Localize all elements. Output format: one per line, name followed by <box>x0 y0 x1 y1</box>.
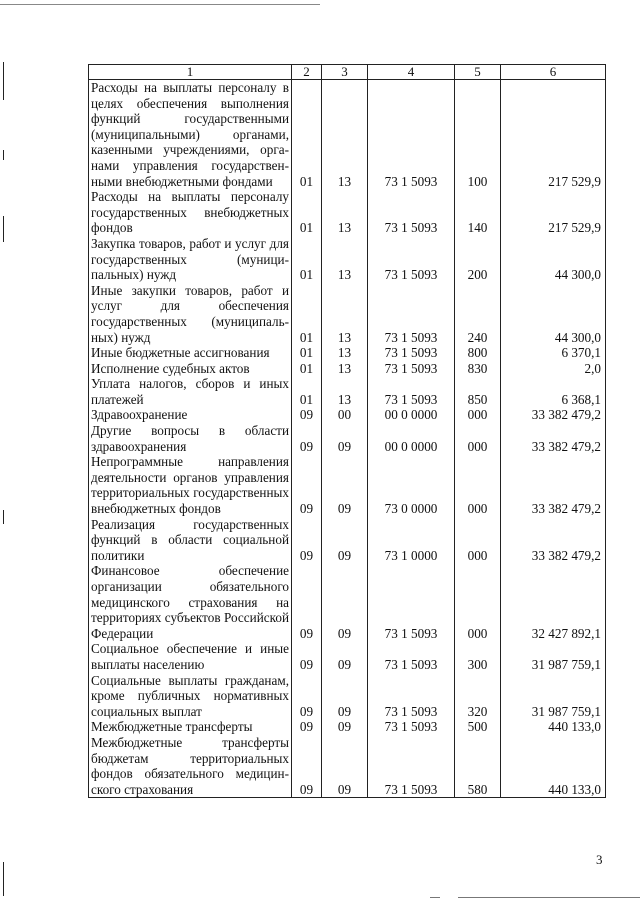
subsection-code-cell: 09 <box>322 641 368 672</box>
expense-type-cell: 200 <box>455 236 501 283</box>
column-header: 2 <box>292 65 322 80</box>
expense-type-cell: 580 <box>455 735 501 798</box>
section-code-cell: 09 <box>292 719 322 735</box>
subsection-code-cell: 13 <box>322 376 368 407</box>
amount-cell: 31 987 759,1 <box>501 673 606 720</box>
target-article-cell: 73 1 5093 <box>368 189 455 236</box>
table-body <box>89 80 606 798</box>
row-name-cell: Расходы на выплаты персоналу государственных внебюджетных фондов <box>89 189 292 236</box>
left-edge-mark <box>3 862 4 896</box>
section-code-cell: 01 <box>292 80 322 190</box>
table-row <box>89 80 606 190</box>
row-name-cell: Уплата налогов, сборов и иных платежей <box>89 376 292 407</box>
subsection-code-cell: 13 <box>322 361 368 377</box>
table-row <box>89 673 606 720</box>
table-row <box>89 454 606 516</box>
expense-type-cell: 850 <box>455 376 501 407</box>
left-edge-mark <box>3 150 4 160</box>
table-row <box>89 735 606 798</box>
column-header: 1 <box>89 65 292 80</box>
amount-cell: 440 133,0 <box>501 719 606 735</box>
expense-type-cell: 140 <box>455 189 501 236</box>
top-scan-rule <box>0 4 320 5</box>
subsection-code-cell: 13 <box>322 345 368 361</box>
section-code-cell: 01 <box>292 236 322 283</box>
amount-cell: 32 427 892,1 <box>501 563 606 641</box>
column-header: 6 <box>501 65 606 80</box>
expense-type-cell: 240 <box>455 283 501 345</box>
table-row <box>89 236 606 283</box>
expense-type-cell: 000 <box>455 454 501 516</box>
expense-type-cell: 000 <box>455 423 501 454</box>
table-row <box>89 189 606 236</box>
expense-type-cell: 000 <box>455 407 501 423</box>
target-article-cell: 73 1 5093 <box>368 719 455 735</box>
expense-type-cell: 800 <box>455 345 501 361</box>
target-article-cell: 73 1 5093 <box>368 735 455 798</box>
amount-cell: 33 382 479,2 <box>501 454 606 516</box>
column-header: 4 <box>368 65 455 80</box>
row-name-cell: Реализация государственных функций в области социальной политики <box>89 517 292 564</box>
amount-cell: 217 529,9 <box>501 189 606 236</box>
amount-cell: 2,0 <box>501 361 606 377</box>
bottom-scan-mark <box>458 897 640 898</box>
expense-type-cell: 500 <box>455 719 501 735</box>
section-code-cell: 01 <box>292 283 322 345</box>
target-article-cell: 73 1 5093 <box>368 361 455 377</box>
expense-type-cell: 000 <box>455 563 501 641</box>
section-code-cell: 09 <box>292 517 322 564</box>
subsection-code-cell: 09 <box>322 673 368 720</box>
table-row <box>89 376 606 407</box>
section-code-cell: 01 <box>292 345 322 361</box>
subsection-code-cell: 09 <box>322 454 368 516</box>
row-name-cell: Исполнение судебных актов <box>89 361 292 377</box>
section-code-cell: 01 <box>292 189 322 236</box>
page-number: 3 <box>596 852 603 867</box>
subsection-code-cell: 13 <box>322 283 368 345</box>
bottom-scan-mark <box>430 897 440 898</box>
amount-cell: 33 382 479,2 <box>501 423 606 454</box>
row-name-cell: Иные закупки товаров, работ и услуг для обеспечения государственных (муниципальных) нужд <box>89 283 292 345</box>
row-name-cell: Межбюджетные трансферты <box>89 719 292 735</box>
left-edge-mark <box>3 62 4 100</box>
row-name-cell: Социальные выплаты гражданам, кроме публичных нормативных социальных выплат <box>89 673 292 720</box>
target-article-cell: 73 1 5093 <box>368 673 455 720</box>
target-article-cell: 73 1 5093 <box>368 376 455 407</box>
expense-type-cell: 320 <box>455 673 501 720</box>
section-code-cell: 09 <box>292 735 322 798</box>
table-row <box>89 517 606 564</box>
target-article-cell: 73 1 5093 <box>368 563 455 641</box>
expense-type-cell: 100 <box>455 80 501 190</box>
amount-cell: 6 370,1 <box>501 345 606 361</box>
row-name-cell: Другие вопросы в области здравоохранения <box>89 423 292 454</box>
amount-cell: 217 529,9 <box>501 80 606 190</box>
column-header: 5 <box>455 65 501 80</box>
table-row <box>89 563 606 641</box>
subsection-code-cell: 09 <box>322 719 368 735</box>
amount-cell: 33 382 479,2 <box>501 407 606 423</box>
budget-table <box>88 64 606 798</box>
table-row <box>89 345 606 361</box>
row-name-cell: Расходы на выплаты персоналу в целях обеспечения выполнения функций государственными (муниципальными) органами, казенными учреждениями, органами управления государственными внебюджетными фондами <box>89 80 292 190</box>
amount-cell: 44 300,0 <box>501 283 606 345</box>
table-row <box>89 283 606 345</box>
subsection-code-cell: 13 <box>322 80 368 190</box>
row-name-cell: Закупка товаров, работ и услуг для государственных (муниципальных) нужд <box>89 236 292 283</box>
amount-cell: 6 368,1 <box>501 376 606 407</box>
subsection-code-cell: 13 <box>322 236 368 283</box>
target-article-cell: 73 1 5093 <box>368 80 455 190</box>
target-article-cell: 73 1 5093 <box>368 236 455 283</box>
target-article-cell: 73 1 5093 <box>368 345 455 361</box>
subsection-code-cell: 13 <box>322 189 368 236</box>
amount-cell: 31 987 759,1 <box>501 641 606 672</box>
target-article-cell: 73 1 5093 <box>368 283 455 345</box>
subsection-code-cell: 09 <box>322 423 368 454</box>
target-article-cell: 73 0 0000 <box>368 454 455 516</box>
left-edge-mark <box>3 216 4 242</box>
expense-type-cell: 000 <box>455 517 501 564</box>
table-row <box>89 641 606 672</box>
expense-type-cell: 300 <box>455 641 501 672</box>
section-code-cell: 01 <box>292 376 322 407</box>
table-row <box>89 423 606 454</box>
row-name-cell: Социальное обеспечение и иные выплаты населению <box>89 641 292 672</box>
section-code-cell: 09 <box>292 563 322 641</box>
section-code-cell: 09 <box>292 673 322 720</box>
subsection-code-cell: 00 <box>322 407 368 423</box>
row-name-cell: Иные бюджетные ассигнования <box>89 345 292 361</box>
row-name-cell: Финансовое обеспечение организации обязательного медицинского страхования на территориях субъектов Российской Федерации <box>89 563 292 641</box>
expense-type-cell: 830 <box>455 361 501 377</box>
amount-cell: 440 133,0 <box>501 735 606 798</box>
target-article-cell: 00 0 0000 <box>368 423 455 454</box>
section-code-cell: 09 <box>292 407 322 423</box>
table-row <box>89 407 606 423</box>
target-article-cell: 00 0 0000 <box>368 407 455 423</box>
section-code-cell: 09 <box>292 641 322 672</box>
section-code-cell: 09 <box>292 423 322 454</box>
section-code-cell: 09 <box>292 454 322 516</box>
row-name-cell: Непрограммные направления деятельности органов управления территориальных государственных внебюджетных фондов <box>89 454 292 516</box>
subsection-code-cell: 09 <box>322 735 368 798</box>
target-article-cell: 73 1 0000 <box>368 517 455 564</box>
table-row <box>89 719 606 735</box>
row-name-cell: Здравоохранение <box>89 407 292 423</box>
left-edge-mark <box>3 510 4 524</box>
row-name-cell: Межбюджетные трансферты бюджетам территориальных фондов обязательного медицинского страхования <box>89 735 292 798</box>
subsection-code-cell: 09 <box>322 517 368 564</box>
target-article-cell: 73 1 5093 <box>368 641 455 672</box>
section-code-cell: 01 <box>292 361 322 377</box>
amount-cell: 44 300,0 <box>501 236 606 283</box>
table-header-row <box>89 65 606 80</box>
table-row <box>89 361 606 377</box>
column-header: 3 <box>322 65 368 80</box>
subsection-code-cell: 09 <box>322 563 368 641</box>
amount-cell: 33 382 479,2 <box>501 517 606 564</box>
